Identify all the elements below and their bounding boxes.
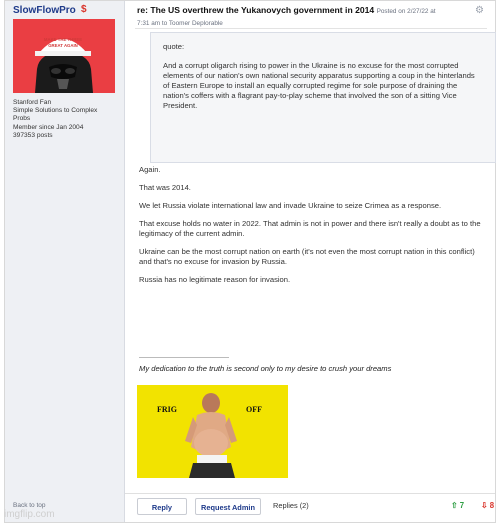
back-to-top-link[interactable]: Back to top: [13, 502, 46, 509]
post-subject: [137, 5, 467, 29]
posted-on: Posted on 2/27/22 at: [376, 8, 436, 15]
username-link[interactable]: SlowFlowPro: [13, 5, 76, 16]
reply-button[interactable]: Reply: [137, 498, 187, 515]
post-title[interactable]: re: The US overthrew the Yukanovych government in 2014: [137, 5, 375, 15]
signature-divider: [139, 357, 229, 358]
post-paragraph: That excuse holds no water in 2022. That admin is not in power and there isn't really a doubt as to the legitimacy of the current admin.: [139, 219, 481, 238]
posted-to[interactable]: 7:31 am to Toomer Deplorable: [137, 20, 223, 27]
post-body: [139, 165, 487, 293]
shirtless-man-icon: [137, 385, 288, 478]
user-info-line: Simple Solutions to Complex: [13, 107, 98, 115]
thumbs-down-icon: ⇩: [481, 501, 488, 510]
user-info-line: Stanford Fan: [13, 99, 52, 106]
divider: [135, 28, 487, 29]
downvote-count: 8: [489, 501, 495, 510]
hat-text: MAKE THE THREE: [43, 37, 83, 42]
user-info: [13, 99, 97, 140]
downvote-button[interactable]: [481, 501, 494, 510]
post-paragraph: Russia has no legitimate reason for invasion.: [139, 275, 291, 284]
meme-word-left: FRIG: [157, 405, 177, 414]
user-sidebar: [5, 1, 125, 522]
post-frame: [4, 0, 496, 523]
upvote-button[interactable]: [451, 501, 464, 510]
meme-word-right: OFF: [246, 405, 262, 414]
dollar-badge-icon: $: [81, 4, 87, 15]
gear-icon[interactable]: ⚙: [475, 5, 484, 16]
watermark: imgflip.com: [4, 509, 55, 520]
svg-text:GREAT AGAIN: GREAT AGAIN: [48, 43, 78, 48]
post-paragraph: Again.: [139, 165, 161, 174]
quote-text: And a corrupt oligarch rising to power in the Ukraine is no excuse for the most corrupted elements of our nation's own national security apparatus supporting a coup in the hinterlands of Eastern Europe to install an equally corrupted regime for sole purpose of draining the nation's coffers with a flagrant pay-to-play scheme that involved the son of a sitting Vice President.: [163, 61, 475, 110]
signature: My dedication to the truth is second only to my desire to crush your dreams: [139, 364, 392, 373]
post-paragraph: That was 2014.: [139, 183, 191, 192]
user-info-line: 397353 posts: [13, 131, 53, 139]
request-admin-button[interactable]: Request Admin: [195, 498, 261, 515]
post-paragraph: Ukraine can be the most corrupt nation on earth (it's not even the most corrupt nation in this conflict) and that's no excuse for invasion by Russia.: [139, 247, 475, 266]
footer-divider: [125, 493, 495, 494]
replies-link[interactable]: Replies (2): [273, 501, 309, 510]
quote-box: [150, 32, 496, 163]
darth-vader-avatar-icon: [13, 19, 115, 93]
user-info-line: Member since Jan 2004: [13, 123, 84, 131]
quote-label: quote:: [163, 42, 185, 51]
signature-meme-image: [137, 385, 288, 478]
user-info-line: Probs: [13, 115, 31, 123]
upvote-count: 7: [459, 501, 465, 510]
thumbs-up-icon: ⇧: [451, 501, 458, 510]
avatar[interactable]: [13, 19, 115, 93]
post-paragraph: We let Russia violate international law and invade Ukraine to seize Crimea as a response.: [139, 201, 442, 210]
